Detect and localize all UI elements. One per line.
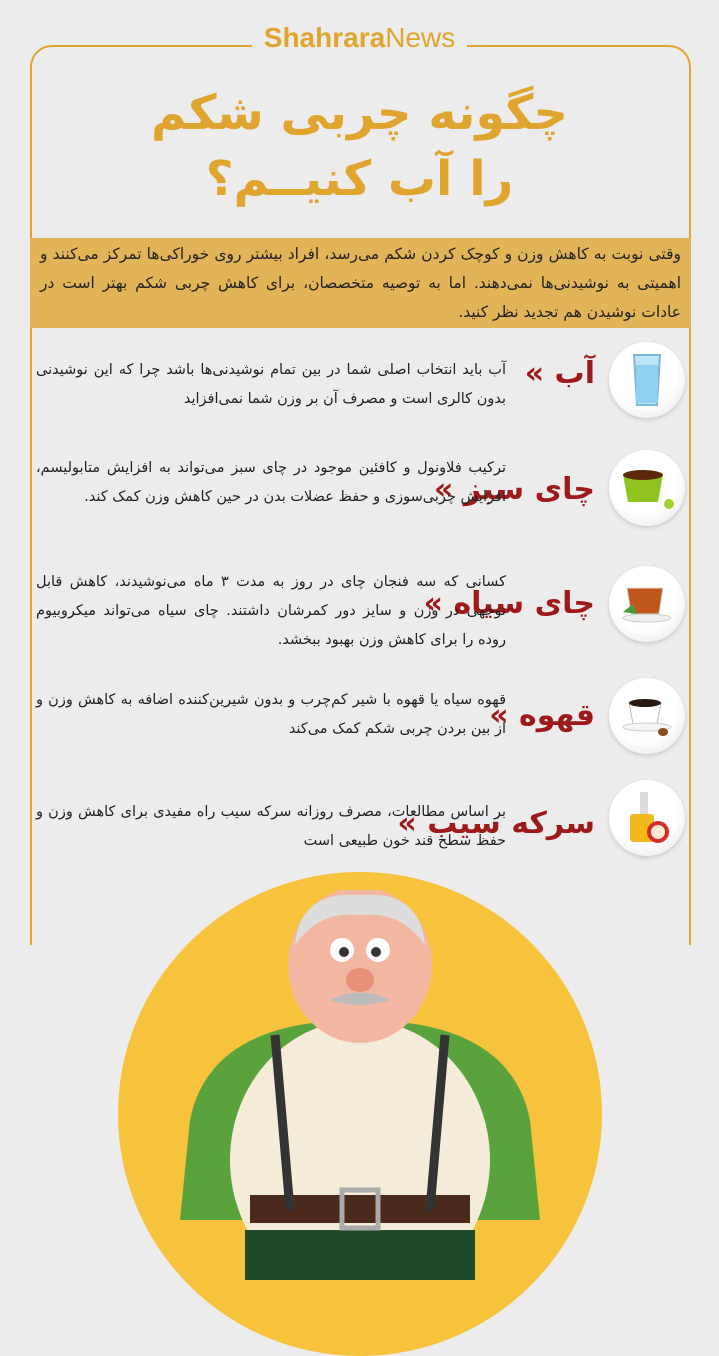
green-tea-icon: [609, 450, 685, 526]
water-glass-icon: [609, 342, 685, 418]
list-item: [30, 566, 691, 666]
apple-vinegar-icon: [609, 780, 685, 856]
black-tea-icon: [609, 566, 685, 642]
item-title: چای سیاه »: [423, 586, 595, 621]
list-item: [30, 780, 691, 880]
list-item: [30, 450, 691, 550]
item-text: آب باید انتخاب اصلی شما در بین تمام نوشیدنی‌ها باشد چرا که این نوشیدنی بدون کالری است و مصرف آن بر وزن شما نمی‌افزاید: [36, 362, 506, 407]
item-title: قهوه »: [489, 698, 595, 733]
item-text: کسانی که سه فنجان چای در روز به مدت ۳ ماه می‌نوشیدند، کاهش قابل توجهی در وزن و سایز دور کمرشان داشتند. چای سیاه می‌تواند میکروبیوم روده را برای کاهش وزن بهبود ببخشد.: [36, 574, 506, 648]
item-text: بر اساس مطالعات، مصرف روزانه سرکه سیب راه مفیدی برای کاهش وزن و حفظ سطح قند خون طبیعی است: [36, 804, 506, 849]
coffee-icon: [609, 678, 685, 754]
cartoon-man-illustration: [170, 890, 550, 1280]
list-item: [30, 678, 691, 778]
brand-logo: ShahraraNews: [0, 22, 719, 54]
item-text: قهوه سیاه یا قهوه با شیر کم‌چرب و بدون شیرین‌کننده اضافه به کاهش وزن و از بین بردن چربی شکم کمک می‌کند: [36, 692, 506, 737]
item-title: آب »: [524, 356, 595, 391]
item-text: ترکیب فلاونول و کافئین موجود در چای سبز می‌تواند به افزایش متابولیسم، افزایش چربی‌سوزی و حفظ عضلات بدن در حین کاهش وزن کمک کند.: [36, 460, 506, 505]
page-title: چگونه چربی شکم را آب کنیــم؟: [151, 85, 568, 207]
item-title: چای سبز »: [433, 472, 595, 507]
intro-text: وقتی نوبت به کاهش وزن و کوچک کردن شکم می‌رسد، افراد بیشتر روی خوراکی‌ها تمرکز می‌کنند و اهمیتی به نوشیدنی‌ها نمی‌دهند. اما به توصیه متخصصان، برای کاهش چربی شکم بهتر است در عادات نوشیدن هم تجدید نظر کنید.: [30, 238, 691, 328]
item-title: سرکه سیب »: [397, 806, 595, 841]
list-item: [30, 342, 691, 442]
